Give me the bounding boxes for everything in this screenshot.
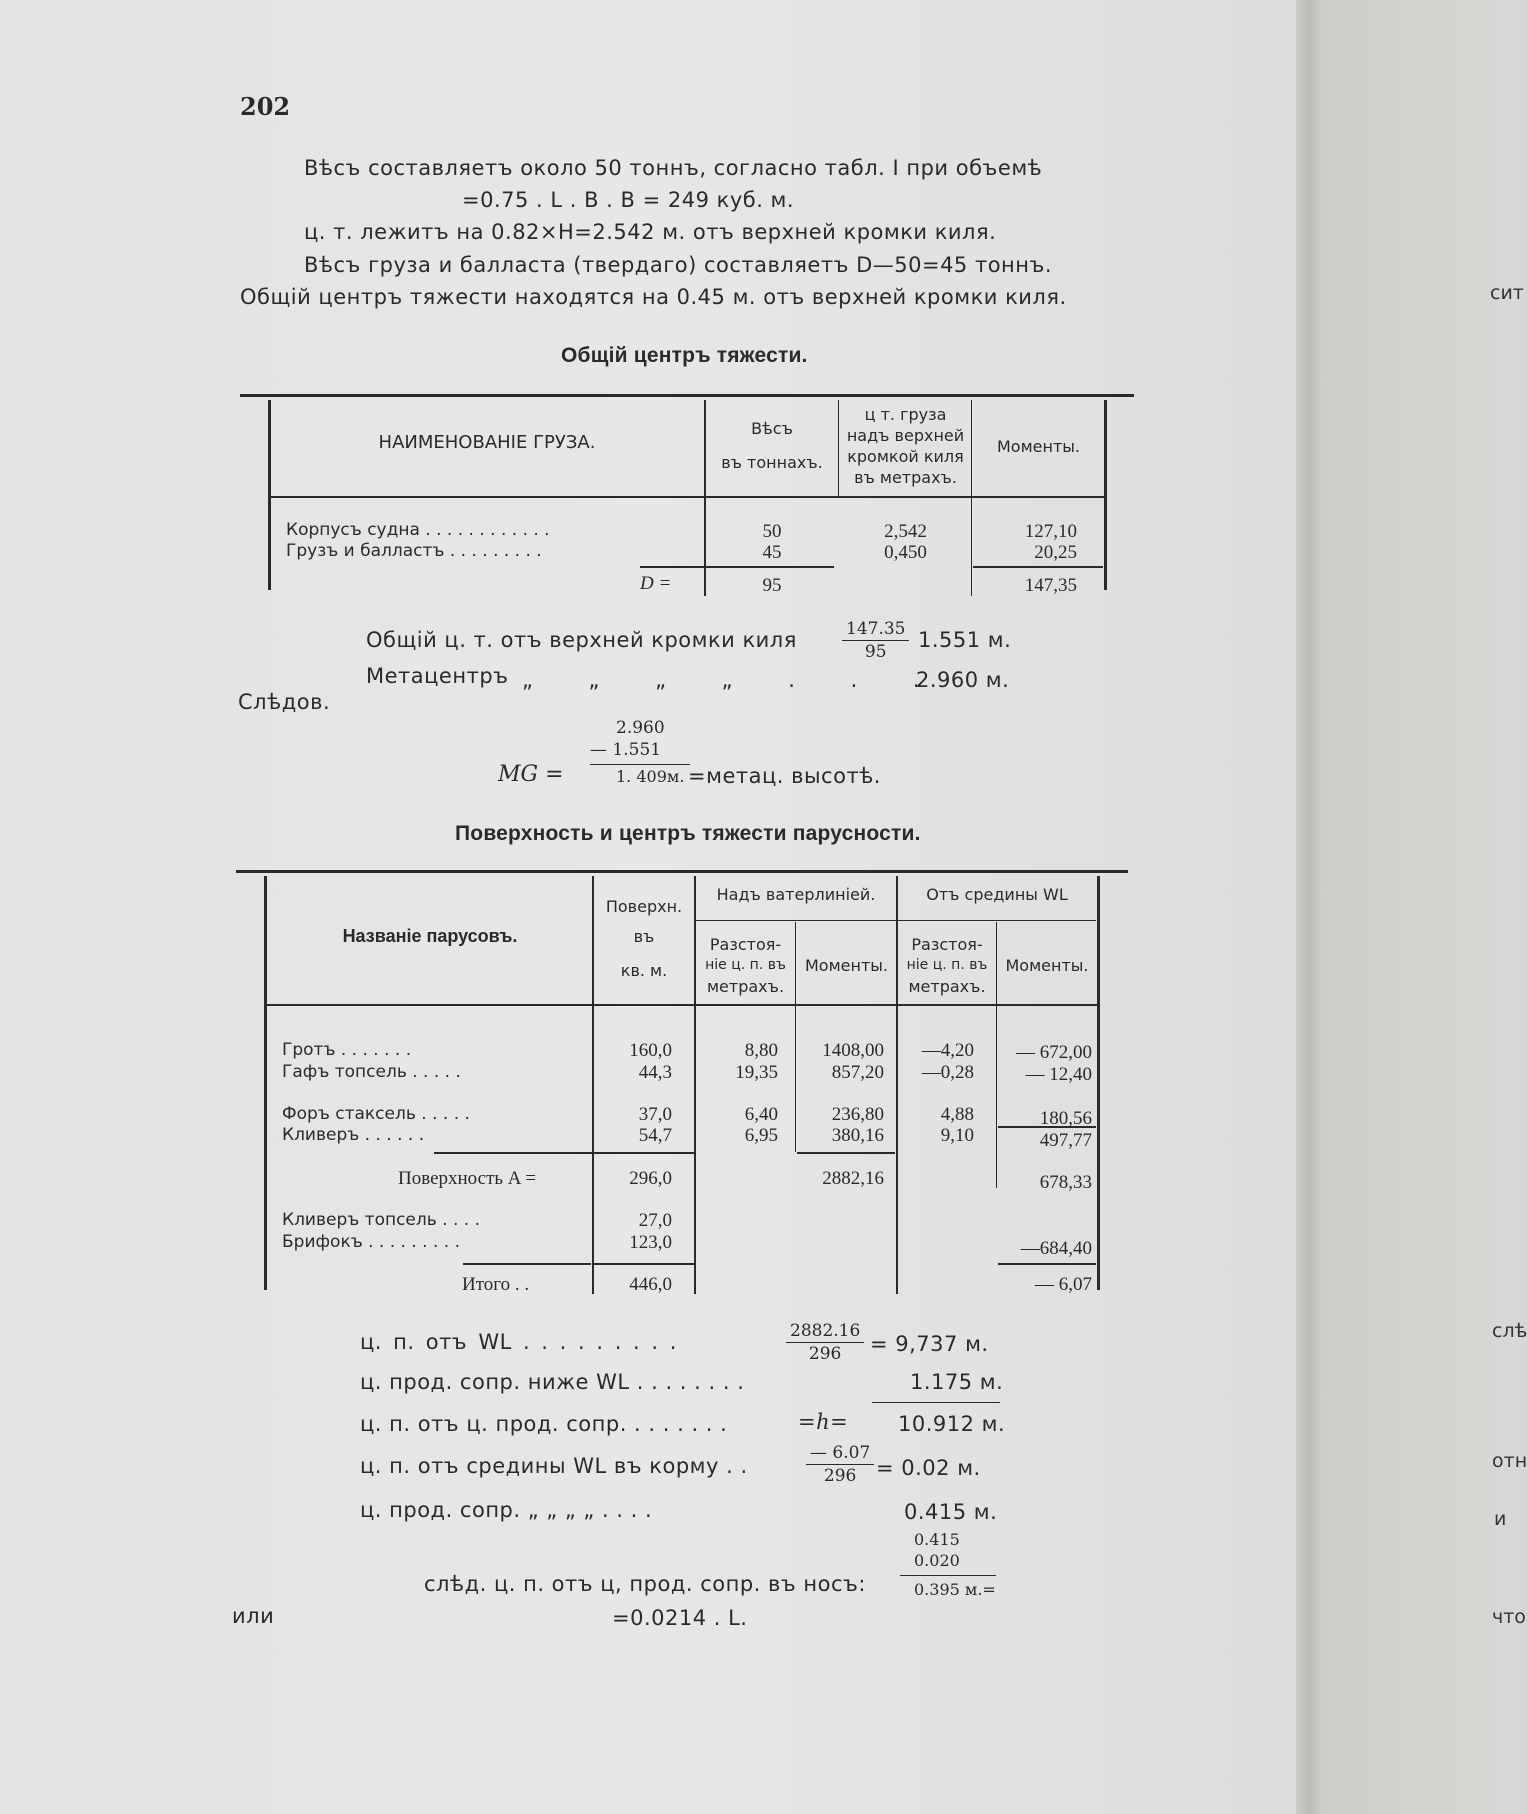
table1-total-label: D = [640,573,672,594]
table2-row-name: Форъ стаксель . . . . . [282,1104,470,1124]
table2-title: Поверхность и центръ тяжести парусности. [455,822,921,845]
table2-surface-total-m2: 678,33 [1039,1172,1092,1193]
table2-header-moments2: Моменты. [1005,956,1089,975]
table1-header-cg-3: кромкой киля [847,447,964,466]
table2-header-surface-1: Поверхн. [605,897,683,916]
mg-suffix: =метац. высотѣ. [688,764,881,788]
metacenter-ditto: „ „ „ „ . . . [522,668,921,692]
table2-cell: 236,80 [831,1104,884,1125]
cg-from-keel-label: Общій ц. т. отъ верхней кромки киля [366,628,797,652]
subtraction-a: 2.960 [616,718,665,738]
table1-cell: 127,10 [1024,521,1077,542]
calc2-line-1-label: ц. п. отъ WL . . . . . . . . . [360,1330,677,1354]
page-number: 202 [240,92,291,121]
table2-cell: 160,0 [629,1040,672,1061]
table2-row-name: Брифокъ . . . . . . . . . [282,1232,460,1252]
table2-cell: —0,28 [921,1062,974,1083]
table2-header-dist2-3: метрахъ. [908,977,986,996]
intro-line-3: ц. т. лежитъ на 0.82×H=2.542 м. отъ верхней кромки киля. [304,220,997,244]
mg-label: MG = [498,762,564,787]
edge-text: и [1494,1508,1507,1530]
table2-cell: — 672,00 [1016,1042,1092,1063]
table2-cell: 27,0 [638,1210,672,1231]
calc2-line-1-numerator: 2882.16 [786,1320,864,1343]
table2-grand-total-m2: — 6,07 [1035,1274,1092,1295]
calc2-line-1-value: = 9,737 м. [870,1332,989,1356]
table1-cell: 0,450 [884,542,927,563]
calc2-line-5-label: ц. прод. сопр. „ „ „ „ . . . . [360,1498,653,1522]
intro-line-5: Общій центръ тяжести находятся на 0.45 м. отъ верхней кромки киля. [240,285,1067,309]
table1-cell: 45 [762,542,782,563]
table2-cell: 380,16 [831,1125,884,1146]
calc2-line-4-label: ц. п. отъ средины WL въ корму . . [360,1454,748,1478]
calc2-line-3-h: =h= [798,1410,849,1434]
calc2-line-5-value: 0.415 м. [904,1500,998,1524]
cg-fraction [842,618,909,663]
calc2-sub-a: 0.415 [914,1530,960,1549]
table1-total-moment: 147,35 [1024,575,1077,596]
calc2-line-4-numerator: — 6.07 [806,1442,874,1465]
table2-cell: 8,80 [744,1040,778,1061]
table2-row-name: Кливеръ . . . . . . [282,1125,425,1145]
table2-header-dist2-1: Разстоя- [911,935,983,954]
cg-value: 1.551 м. [918,628,1012,652]
table2-surface-total-label: Поверхность A = [398,1168,536,1189]
table2-cell: 9,10 [940,1125,974,1146]
table2-cell: 37,0 [638,1104,672,1125]
calc2-line-6-value: 0.395 м.= [914,1580,996,1599]
table1-header-cg-1: ц т. груза [864,405,947,424]
metacenter-label: Метацентръ [366,664,509,688]
table2-cell: —684,40 [1020,1238,1092,1259]
intro-line-2: =0.75 . L . B . B = 249 куб. м. [462,188,795,212]
table2-header-moments: Моменты. [804,956,888,975]
calc2-line-2-label: ц. прод. сопр. ниже WL . . . . . . . . [360,1370,745,1394]
table2-cell: —4,20 [921,1040,974,1061]
table2-cell: — 12,40 [1025,1064,1092,1085]
table2-header-dist-3: метрахъ. [706,977,785,996]
calc2-sub-b: 0.020 [914,1551,960,1570]
table2-surface-total-surf: 296,0 [629,1168,672,1189]
calc2-line-4-denominator: 296 [823,1466,857,1486]
table2-cell: 497,77 [1039,1130,1092,1151]
table2-cell: 4,88 [940,1104,974,1125]
table2-header-dist-1: Разстоя- [709,935,782,954]
edge-text: сит [1490,282,1524,304]
calc2-line-3-label: ц. п. отъ ц. прод. сопр. . . . . . . . [360,1412,728,1436]
table1-header-weight-1: Вѣсъ [751,419,793,438]
table1-header-moments: Моменты. [996,437,1080,456]
table2-header-dist2-2: ніе ц. п. въ [906,957,988,973]
table2-row-name: Кливеръ топсель . . . . [282,1210,481,1230]
table1-header-cg-4: въ метрахъ. [854,468,957,487]
edge-text: слѣ [1492,1320,1527,1342]
metacenter-value: 2.960 м. [916,668,1010,692]
table2-cell: 123,0 [629,1232,672,1253]
calc2-line-7: =0.0214 . L. [612,1606,748,1630]
table2-surface-total-m1: 2882,16 [822,1168,884,1189]
table1-header-name: НАИМЕНОВАНІЕ ГРУЗА. [378,432,596,453]
adjacent-page [1322,0,1521,1814]
ili-label: или [232,1604,275,1628]
table2-cell: 180,56 [1039,1108,1092,1129]
intro-line-1: Вѣсъ составляетъ около 50 тоннъ, согласно табл. I при объемѣ [304,156,1043,180]
table2-cell: 857,20 [831,1062,884,1083]
calc2-line-6-label: слѣд. ц. п. отъ ц, прод. сопр. въ носъ: [424,1572,866,1596]
book-spine [1296,0,1322,1814]
table1-header-weight-2: въ тоннахъ. [721,453,823,472]
cg-denominator: 95 [864,642,887,662]
calc2-line-4-value: = 0.02 м. [876,1456,981,1480]
calc2-line-2-value: 1.175 м. [910,1370,1004,1394]
table2-grand-total-surf: 446,0 [629,1274,672,1295]
calc2-line-1-fraction [786,1320,864,1365]
edge-text: отн [1492,1450,1527,1472]
intro-line-4: Вѣсъ груза и балласта (твердаго) составляетъ D—50=45 тоннъ. [304,253,1053,277]
table2-cell: 6,40 [744,1104,778,1125]
table2-row-name: Гротъ . . . . . . . [282,1040,412,1060]
table2-cell: 1408,00 [822,1040,884,1061]
calc2-line-3-value: 10.912 м. [898,1412,1006,1436]
table2-row-name: Гафъ топсель . . . . . [282,1062,461,1082]
table1-cell: 50 [762,521,782,542]
table1-row-name: Корпусъ судна . . . . . . . . . . . . [286,520,550,540]
table2-cell: 54,7 [638,1125,672,1146]
calc2-line-4-fraction [806,1442,874,1487]
cg-numerator: 147.35 [842,618,909,641]
table2-header-from-mid: Отъ средины WL [926,885,1068,904]
table2-cell: 44,3 [638,1062,672,1083]
table2-header-dist-2: ніе ц. п. въ [705,957,786,973]
calc2-line-1-denominator: 296 [808,1344,842,1364]
table2-header-surface-3: кв. м. [620,961,668,980]
table1-total-weight: 95 [762,575,782,596]
edge-text: что [1492,1606,1526,1628]
table2-cell: 19,35 [735,1062,778,1083]
table2-grand-total-label: Итого . . [462,1274,530,1295]
table2-cell: 6,95 [744,1125,778,1146]
table1-cell: 20,25 [1034,542,1077,563]
subtraction-b: — 1.551 [590,740,662,760]
table1-header-cg-2: надъ верхней [846,426,965,445]
table2-header-surface-2: въ [633,927,655,946]
sledov-label: Слѣдов. [238,690,331,714]
table2-header-above-wl: Надъ ватерлиніей. [716,885,876,904]
table1-cell: 2,542 [884,521,927,542]
mg-value: 1. 409м. [616,767,685,786]
table1-row-name: Грузъ и балластъ . . . . . . . . . [286,541,542,561]
table2-header-name: Названіе парусовъ. [342,926,518,946]
table1-title: Общій центръ тяжести. [561,344,808,367]
